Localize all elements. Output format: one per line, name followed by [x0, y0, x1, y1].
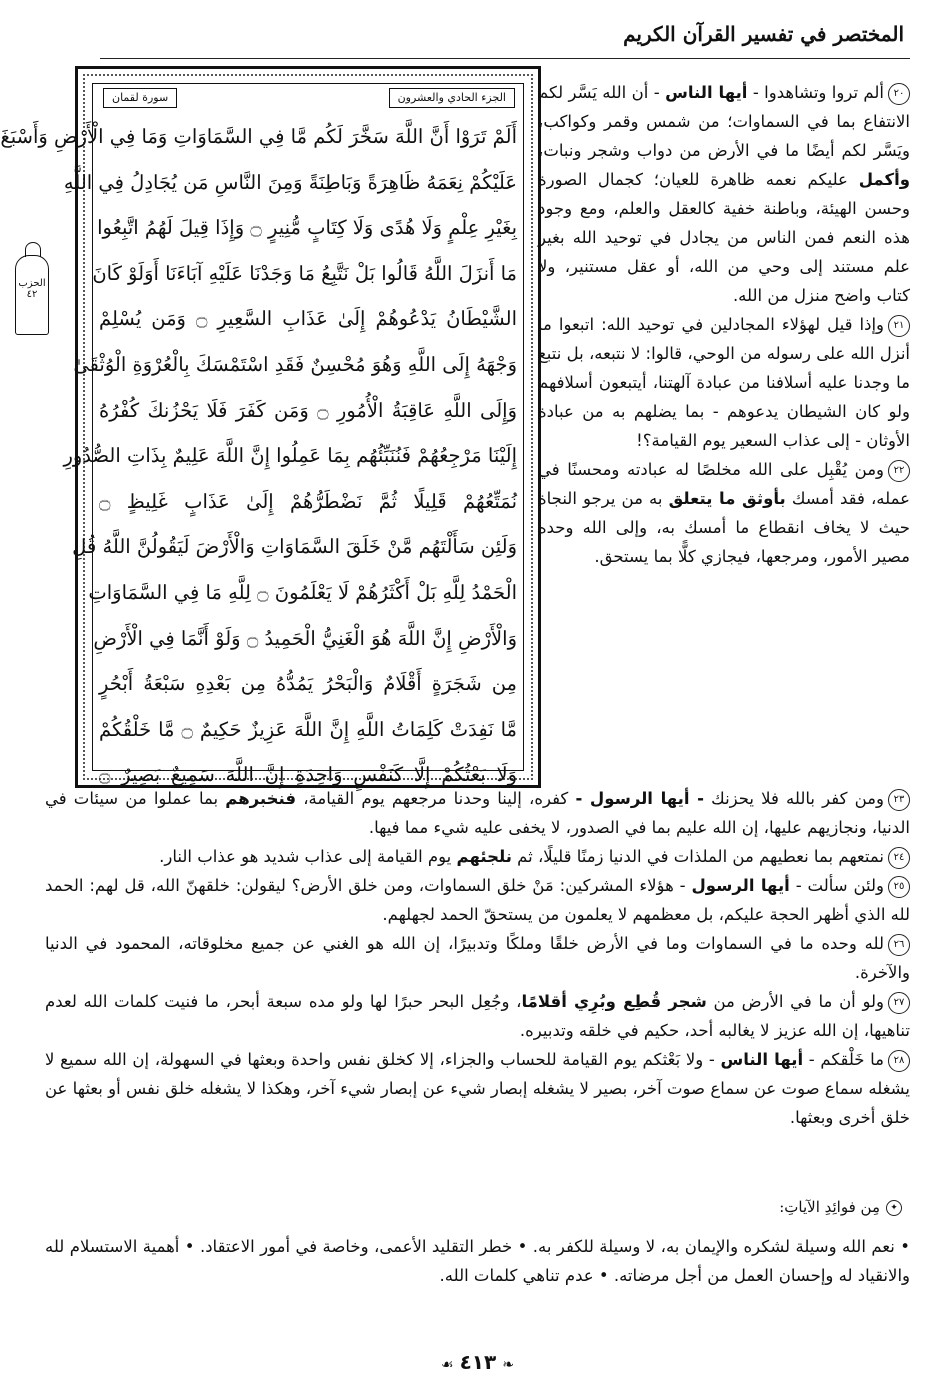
verse-number-badge: ٢٣ — [888, 789, 910, 811]
hizb-number: ٤٢ — [26, 289, 38, 300]
tafsir-verse-28: ٢٨ما خَلْقكم - أيها الناس - ولا بَعْثكم يوم القيامة للحساب والجزاء، إلا كخلق نفس واحدة وبعثها في السهولة، إن الله سميع لا يشغله سماع صوت عن سماع صوت آخر، بصير لا يشغله إبصار شيء عن إبصار شيء آخر، وهكذا لا يشغله خلق نفس أو بعثها عن خلق أخرى وبعثها. — [45, 1050, 910, 1127]
verse-number-badge: ٢٠ — [888, 83, 910, 105]
benefits-heading: ✦مِن فوائِدِ الآياتِ: — [779, 1198, 902, 1216]
quran-line: نُمَتِّعُهُمْ قَلِيلًا ثُمَّ نَضْطَرُّهُمْ إِلَىٰ عَذَابٍ غَلِيظٍ ۝ — [99, 489, 517, 513]
quran-line: مَّا نَفِدَتْ كَلِمَاتُ اللَّهِ إِنَّ اللَّهَ عَزِيزٌ حَكِيمٌ ۝ مَّا خَلْقُكُمْ — [99, 717, 518, 741]
quran-line: مَا أَنزَلَ اللَّهُ قَالُوا بَلْ نَتَّبِعُ مَا وَجَدْنَا عَلَيْهِ آبَاءَنَا أَوَلَوْ كَانَ — [92, 261, 517, 285]
tafsir-verse-20: ٢٠ألم تروا وتشاهدوا - أيها الناس - أن الله يَسَّر لكم الانتفاع بما في السماوات؛ من شمس وقمر وكواكب، ويَسَّر لكم أيضًا ما في الأرض من دواب وشجر ونبات، وأكمل عليكم نعمه ظاهرة للعيان؛ كجمال الصورة وحسن الهيئة، وباطنة خفية كالعقل والعلم، ومع وجود هذه النعم فمن الناس من يجادل في توحيد الله بغير علم مستند إلى وحي من الله، أو عقل مستنير، ولا كتاب واضح منزل من الله. — [538, 83, 910, 305]
benefits-text: • نعم الله وسيلة لشكره والإيمان به، لا وسيلة للكفر به. • خطر التقليد الأعمى، وخاصة في أمور الاعتقاد. • أهمية الاستسلام لله والانقياد له وإحسان العمل من أجل مرضاته. • عدم تناهي كلمات الله. — [45, 1237, 910, 1285]
quran-line: وَلَا بَعْثُكُمْ إِلَّا كَنَفْسٍ وَاحِدَةٍ إِنَّ اللَّهَ سَمِيعٌ بَصِيرٌ ۝ — [99, 763, 517, 787]
verse-number-badge: ٢٧ — [888, 992, 910, 1014]
hizb-label: الحزب — [18, 278, 46, 289]
tafsir-verse-23: ٢٣ومن كفر بالله فلا يحزنك - أيها الرسول - كفره، إلينا وحدنا مرجعهم يوم القيامة، فنخبرهم بما عملوا من سيئات في الدنيا، ونجازيهم عليها، إن الله عليم بما في الصدور، لا يخفى عليه شيء مما فيها. — [45, 789, 910, 837]
tafsir-verse-24: ٢٤نمتعهم بما نعطيهم من الملذات في الدنيا زمنًا قليلًا، ثم نلجئهم يوم القيامة إلى عذاب شديد هو عذاب النار. — [45, 842, 910, 871]
surah-label: سورة لقمان — [103, 88, 177, 108]
quran-line: أَلَمْ تَرَوْا أَنَّ اللَّهَ سَخَّرَ لَكُم مَّا فِي السَّمَاوَاتِ وَمَا فِي الْأَرْضِ وَأَسْبَغَ — [0, 125, 517, 148]
quran-line: الشَّيْطَانُ يَدْعُوهُمْ إِلَىٰ عَذَابِ السَّعِيرِ ۝ وَمَن يُسْلِمْ — [99, 307, 517, 331]
ornament-icon: ☙ — [441, 1357, 454, 1373]
book-title: المختصر في تفسير القرآن الكريم — [623, 22, 904, 46]
quran-line: وَالْأَرْضِ إِنَّ اللَّهَ هُوَ الْغَنِيُّ الْحَمِيدُ ۝ وَلَوْ أَنَّمَا فِي الْأَرْضِ — [93, 626, 517, 650]
dome-icon — [25, 242, 41, 257]
verse-number-badge: ٢٤ — [888, 847, 910, 869]
verse-number-badge: ٢٨ — [888, 1050, 910, 1072]
tafsir-verse-22: ٢٢ومن يُقْبِل على الله مخلصًا له عبادته ومحسنًا في عمله، فقد أمسك بأوثق ما يتعلق به من يرجو النجاة حيث لا يخاف انقطاع ما أمسك به، وإلى الله وحده مصير الأمور، ومرجعها، فيجازي كلًّا بما يستحق. — [538, 460, 911, 566]
ornament-icon: ❧ — [502, 1357, 514, 1373]
page-footer — [5, 1350, 950, 1374]
tafsir-verse-21: ٢١وإذا قيل لهؤلاء المجادلين في توحيد الله: اتبعوا ما أنزل الله على رسوله من الوحي، قالوا: لا نتبعه، بل نتبع ما وجدنا عليه أسلافنا من عبادة آلهتنا، أيتبعون أسلافهم ولو كان الشيطان يدعوهم - بما يضلهم به من عبادة الأوثان - إلى عذاب السعير يوم القيامة؟! — [538, 315, 910, 450]
quran-line: مِن شَجَرَةٍ أَقْلَامٌ وَالْبَحْرُ يَمُدُّهُ مِن بَعْدِهِ سَبْعَةُ أَبْحُرٍ — [99, 672, 517, 696]
tafsir-verse-25: ٢٥ولئن سألت - أيها الرسول - هؤلاء المشركين: مَنْ خلق السماوات، ومن خلق الأرض؟ ليقولن: خلقهنّ الله، قل لهم: الحمد لله الذي أظهر الحجة عليكم، بل معظمهم لا يعلمون من يستحقّ الحمد لجهلهم. — [45, 876, 910, 924]
tafsir-verse-27: ٢٧ولو أن ما في الأرض من شجر قُطِع وبُرِي أقلامًا، وجُعِل البحر حبرًا لها ولو مده سبعة أبحر، ما فنيت كلمات الله لعدم تناهيها، إن الله عزيز لا يغالبه أحد، حكيم في خلقه وتدبيره. — [45, 992, 910, 1040]
quran-line: وَإِلَى اللَّهِ عَاقِبَةُ الْأُمُورِ ۝ وَمَن كَفَرَ فَلَا يَحْزُنكَ كُفْرُهُ — [99, 398, 517, 422]
quran-line: بِغَيْرِ عِلْمٍ وَلَا هُدًى وَلَا كِتَابٍ مُّنِيرٍ ۝ وَإِذَا قِيلَ لَهُمُ اتَّبِعُوا — [97, 216, 517, 240]
hizb-marker — [15, 255, 49, 335]
quran-line: عَلَيْكُمْ نِعَمَهُ ظَاهِرَةً وَبَاطِنَةً وَمِنَ النَّاسِ مَن يُجَادِلُ فِي اللَّهِ — [63, 170, 517, 194]
verse-number-badge: ٢٥ — [888, 876, 910, 898]
page-header — [100, 18, 910, 59]
verse-number-badge: ٢٦ — [888, 934, 910, 956]
tafsir-full-column — [45, 784, 910, 1132]
verse-number-badge: ٢١ — [888, 315, 910, 337]
quran-line: إِلَيْنَا مَرْجِعُهُمْ فَنُنَبِّئُهُم بِمَا عَمِلُوا إِنَّ اللَّهَ عَلِيمٌ بِذَاتِ الصُّدُورِ — [63, 444, 517, 468]
star-icon: ✦ — [886, 1200, 902, 1216]
page-number: ٤١٣ — [459, 1350, 497, 1374]
verse-number-badge: ٢٢ — [888, 460, 910, 482]
quran-line: الْحَمْدُ لِلَّهِ بَلْ أَكْثَرُهُمْ لَا يَعْلَمُونَ ۝ لِلَّهِ مَا فِي السَّمَاوَاتِ — [88, 580, 517, 604]
juz-label: الجزء الحادي والعشرون — [389, 88, 515, 108]
quran-line: وَجْهَهُ إِلَى اللَّهِ وَهُوَ مُحْسِنٌ فَقَدِ اسْتَمْسَكَ بِالْعُرْوَةِ الْوُثْقَىٰ — [73, 352, 517, 376]
tafsir-side-column — [538, 78, 910, 571]
tafsir-verse-26: ٢٦لله وحده ما في السماوات وما في الأرض خلقًا وملكًا وتدبيرًا، إن الله هو الغني عن جميع مخلوقاته، المحمود في الدنيا والآخرة. — [45, 934, 910, 982]
quran-line: وَلَئِن سَأَلْتَهُم مَّنْ خَلَقَ السَّمَاوَاتِ وَالْأَرْضَ لَيَقُولُنَّ اللَّهُ قُلِ — [72, 535, 517, 559]
